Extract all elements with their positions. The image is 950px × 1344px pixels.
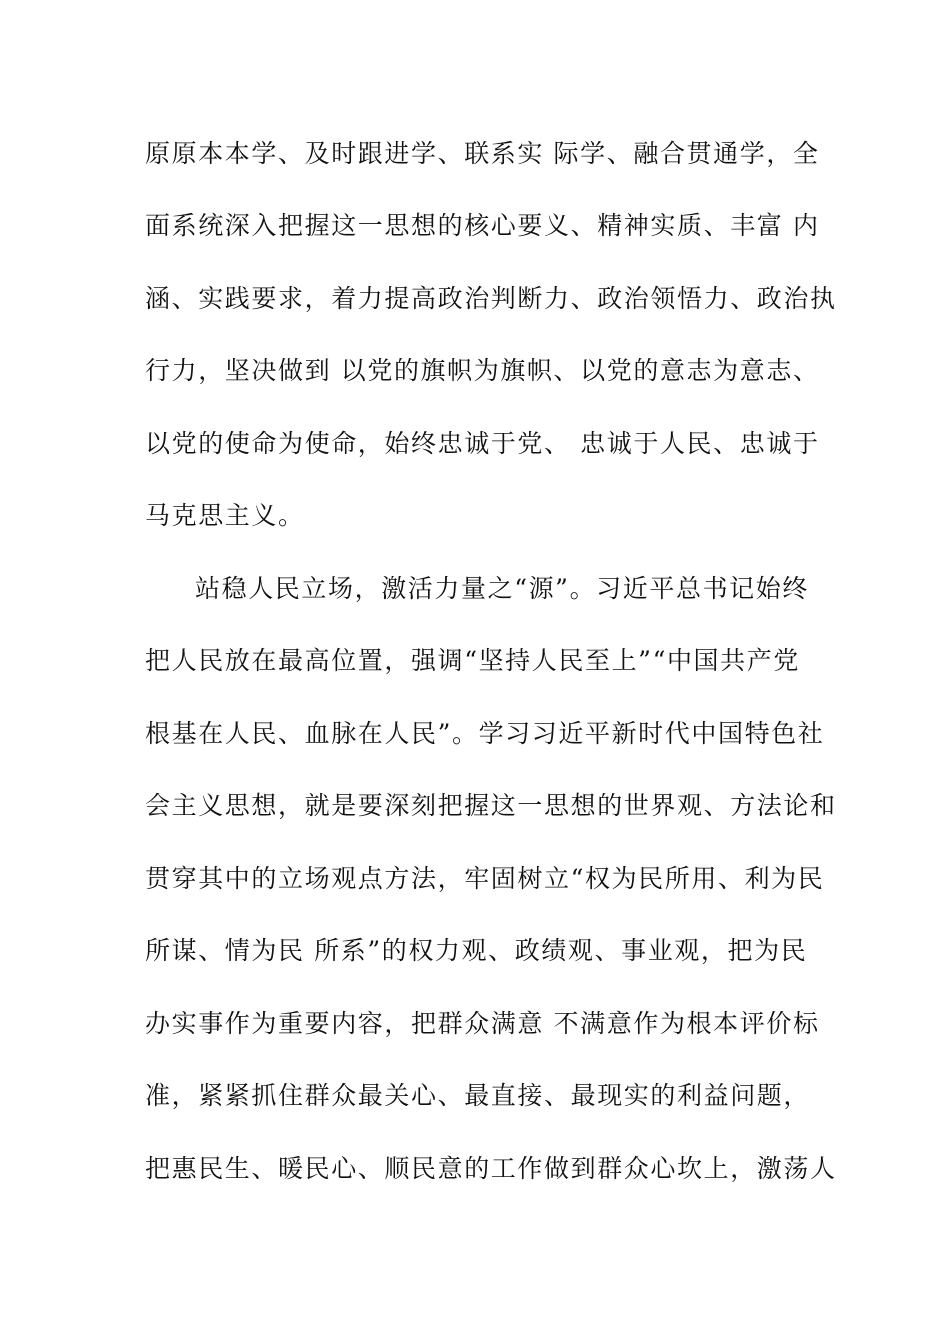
text-line: 把惠民生、暖民心、顺民意的工作做到群众心坎上，激荡人 xyxy=(145,1154,837,1183)
text-line: 贯穿其中的立场观点方法，牢固树立“权为民所用、利为民 xyxy=(145,864,825,893)
text-line: 把人民放在最高位置，强调“坚持人民至上”“中国共产党 xyxy=(145,646,800,675)
text-line: 马克思主义。 xyxy=(145,501,305,530)
text-line: 准，紧紧抓住群众最关心、最直接、最现实的利益问题， xyxy=(145,1081,811,1110)
paragraph-first-line: 站稳人民立场，激活力量之“源”。习近平总书记始终 xyxy=(195,574,809,603)
text-line: 原原本本学、及时跟进学、联系实 际学、融合贯通学，全 xyxy=(145,139,820,168)
text-line: 会主义思想，就是要深刻把握这一思想的世界观、方法论和 xyxy=(145,791,837,820)
text-line: 面系统深入把握这一思想的核心要义、精神实质、丰富 内 xyxy=(145,211,820,240)
text-line: 所谋、情为民 所系”的权力观、政绩观、事业观，把为民 xyxy=(145,936,808,965)
text-line: 根基在人民、血脉在人民”。学习习近平新时代中国特色社 xyxy=(145,719,825,748)
text-line: 办实事作为重要内容，把群众满意 不满意作为根本评价标 xyxy=(145,1009,820,1038)
text-line: 行力，坚决做到 以党的旗帜为旗帜、以党的意志为意志、 xyxy=(145,356,820,385)
text-line: 涵、实践要求，着力提高政治判断力、政治领悟力、政治执 xyxy=(145,284,837,313)
text-line: 以党的使命为使命，始终忠诚于党、 忠诚于人民、忠诚于 xyxy=(145,429,820,458)
